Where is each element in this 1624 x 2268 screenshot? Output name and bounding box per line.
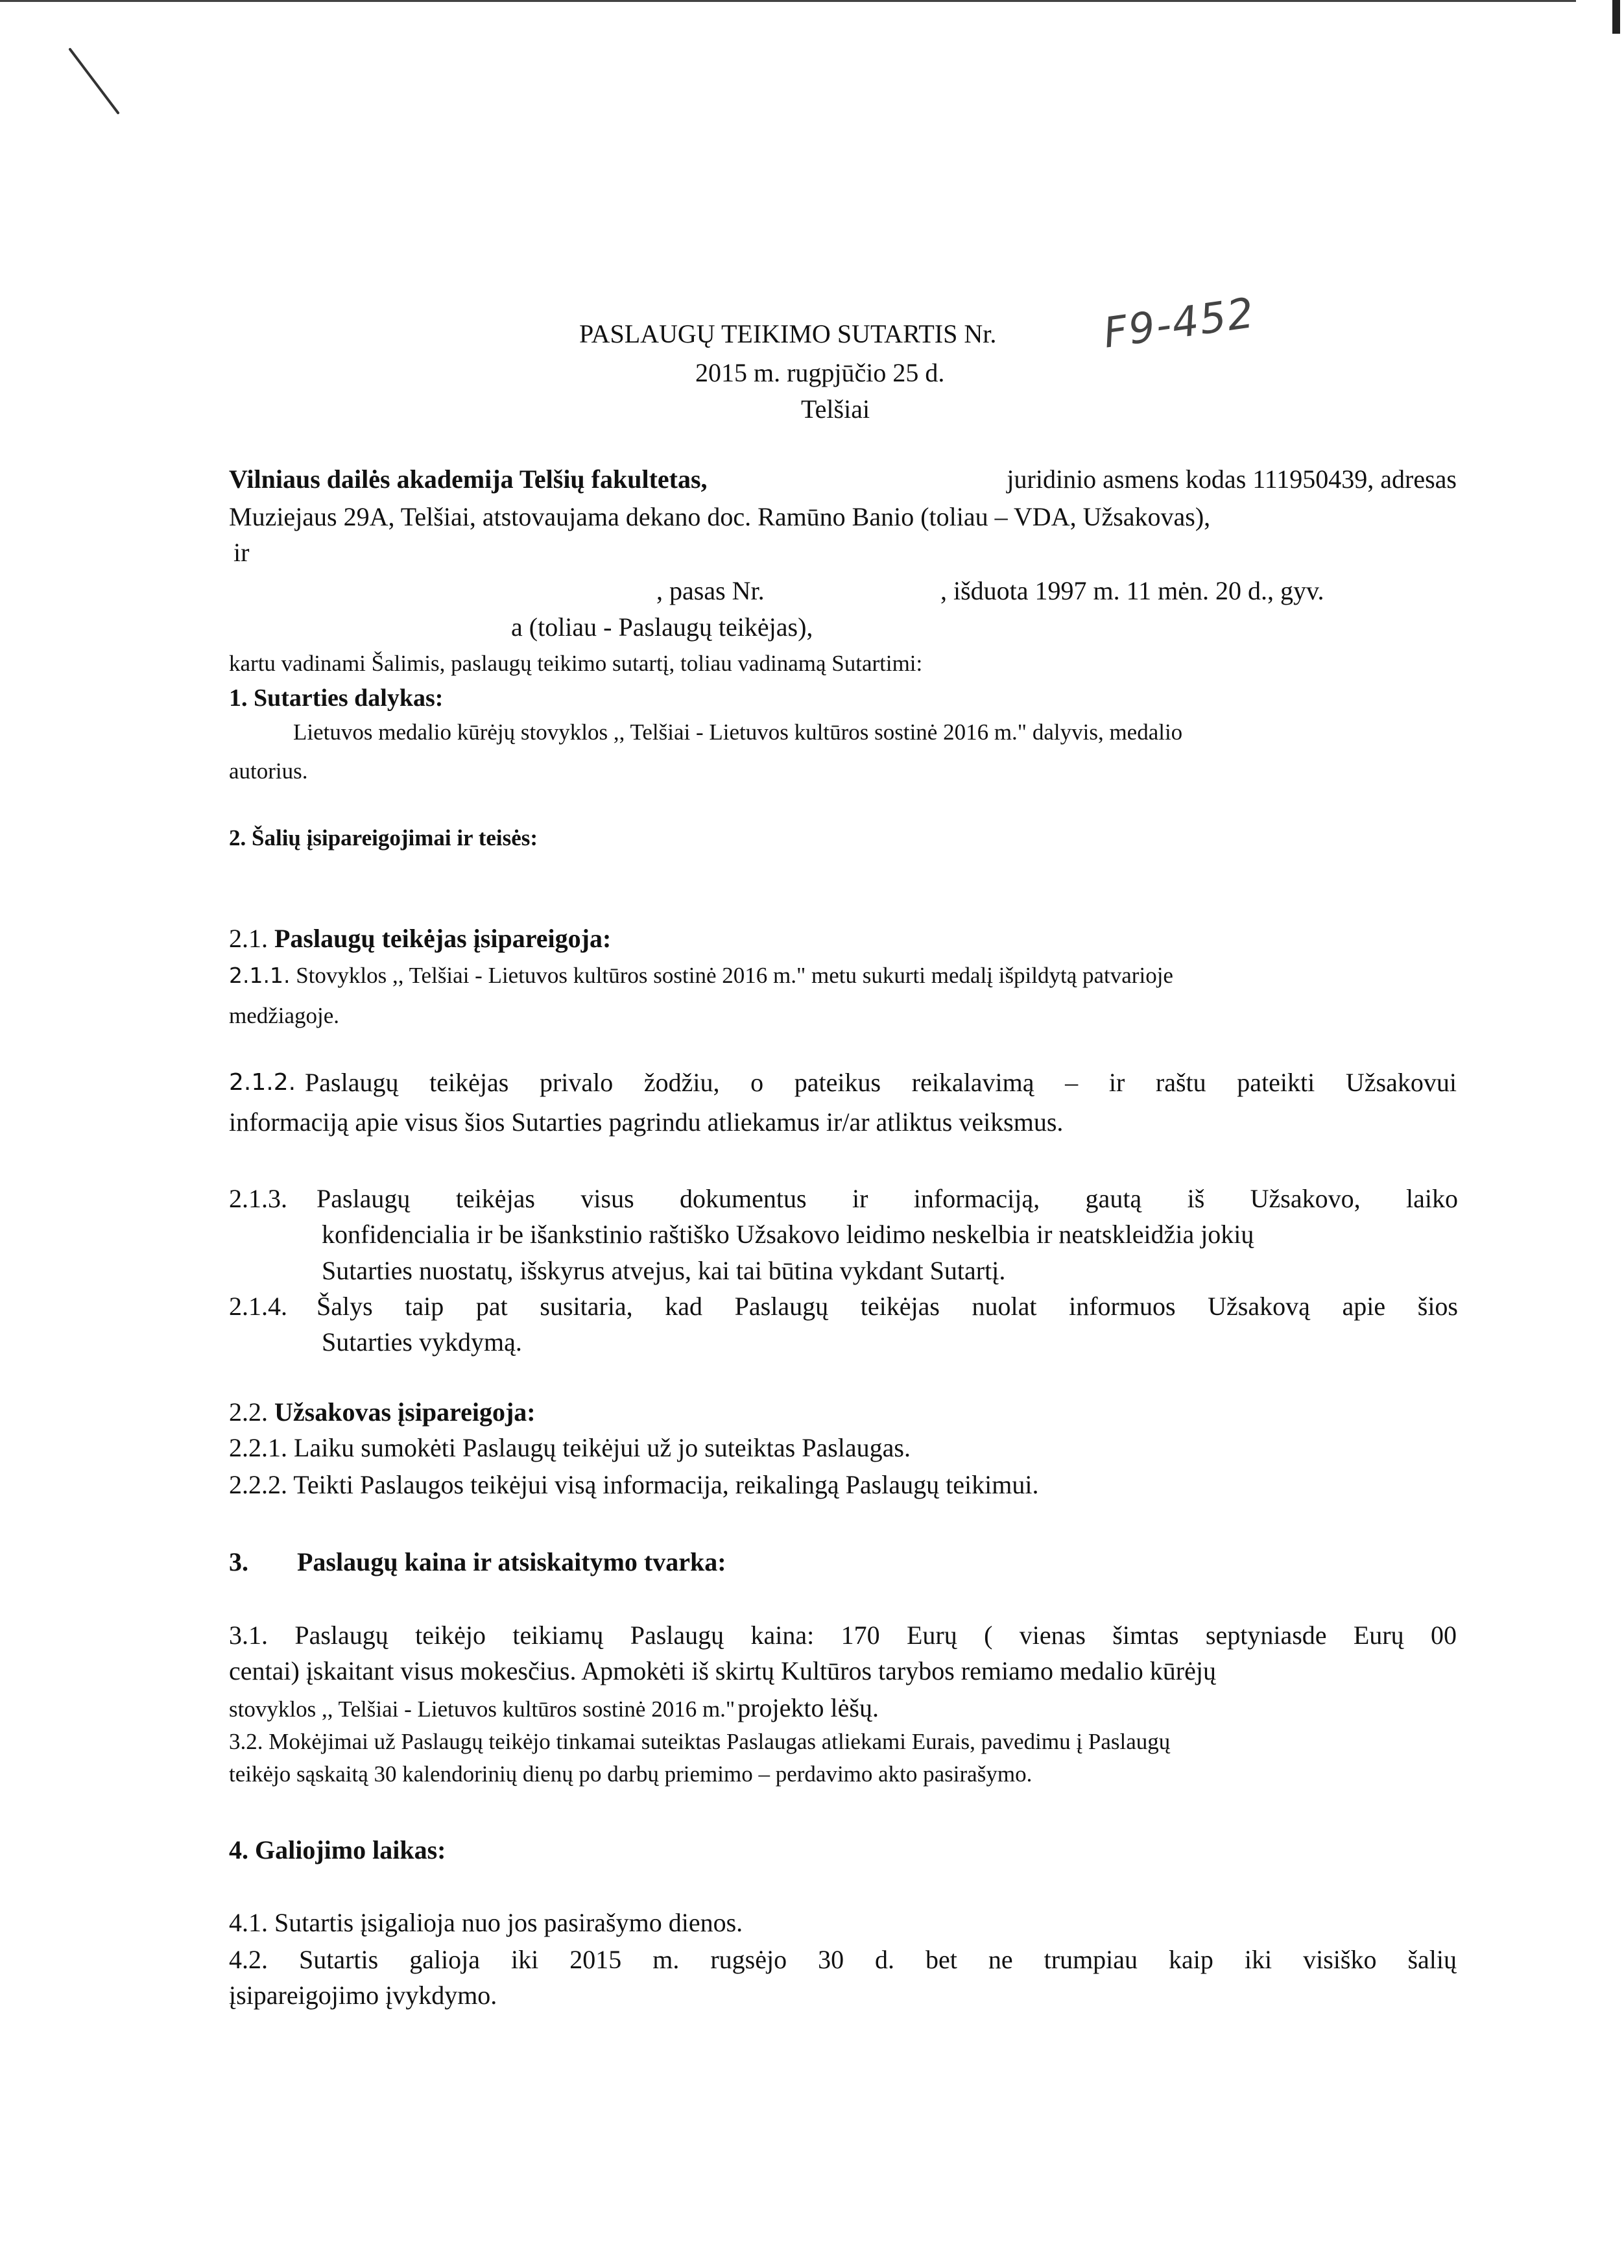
clause-3-1-line-2: centai) įskaitant visus mokesčius. Apmokėti iš skirtų Kultūros tarybos remiamo medalio kūrėjų	[229, 1656, 1216, 1685]
section-3-heading: Paslaugų kaina ir atsiskaitymo tvarka:	[297, 1547, 726, 1576]
scan-top-edge	[0, 0, 1576, 2]
document-title: PASLAUGŲ TEIKIMO SUTARTIS Nr.	[579, 319, 997, 348]
section-1-line-1: Lietuvos medalio kūrėjų stovyklos ,, Telšiai - Lietuvos kultūros sostinė 2016 m." dalyvis, medalio	[293, 719, 1183, 745]
section-1-heading: 1. Sutarties dalykas:	[229, 684, 444, 712]
clause-2-1-3-line-1: Paslaugų teikėjas visus dokumentus ir informaciją, gautą iš Užsakovo, laiko	[316, 1184, 1458, 1213]
clause-3-1-line-3	[229, 1693, 879, 1723]
subsection-2-2-heading: Užsakovas įsipareigoja:	[274, 1397, 536, 1427]
clause-2-1-4-line-2: Sutarties vykdymą.	[322, 1327, 522, 1357]
clause-4-2-line-2: įsipareigojimo įvykdymo.	[229, 1981, 497, 2010]
scan-right-edge	[1612, 0, 1620, 34]
clause-2-1-4-number: 2.1.4.	[229, 1292, 287, 1321]
clause-2-1-1-line-1	[229, 963, 1173, 989]
clause-4-1: 4.1. Sutartis įsigalioja nuo jos pasirašymo dienos.	[229, 1908, 743, 1937]
section-1-line-2: autorius.	[229, 758, 308, 784]
pen-stroke-mark	[65, 45, 130, 123]
parties-line-1	[229, 464, 1457, 494]
subsection-2-1-heading: Paslaugų teikėjas įsipareigoja:	[274, 924, 612, 953]
clause-2-2-2: 2.2.2. Teikti Paslaugos teikėjui visą informacija, reikalingą Paslaugų teikimui.	[229, 1470, 1039, 1499]
section-2-heading: 2. Šalių įsipareigojimai ir teisės:	[229, 825, 538, 850]
parties-and: ir	[233, 538, 250, 567]
parties-together: kartu vadinami Šalimis, paslaugų teikimo sutartį, toliau vadinamą Sutartimi:	[229, 651, 923, 676]
clause-2-1-2-line-1	[229, 1068, 1457, 1098]
organization-name: Vilniaus dailės akademija Telšių fakultetas,	[229, 464, 708, 494]
document-city: Telšiai	[801, 394, 870, 424]
parties-line-2: Muziejaus 29A, Telšiai, atstovaujama dekano doc. Ramūno Banio (toliau – VDA, Užsakovas),	[229, 502, 1211, 531]
clause-2-2-1: 2.2.1. Laiku sumokėti Paslaugų teikėjui už jo suteiktas Paslaugas.	[229, 1433, 911, 1462]
section-4-heading: 4. Galiojimo laikas:	[229, 1835, 446, 1864]
clause-3-1-project-name: stovyklos ,, Telšiai - Lietuvos kultūros sostinė 2016 m."	[229, 1696, 735, 1722]
section-3-number: 3.	[229, 1547, 248, 1576]
clause-2-1-2-line-2: informaciją apie visus šios Sutarties pagrindu atliekamus ir/ar atliktus veiksmus.	[229, 1107, 1064, 1137]
clause-2-1-3-number: 2.1.3.	[229, 1184, 287, 1213]
subsection-2-2	[229, 1397, 536, 1427]
clause-2-1-1-text: Stovyklos ,, Telšiai - Lietuvos kultūros sostinė 2016 m." metu sukurti medalį išpildytą patvarioje	[296, 963, 1173, 988]
subsection-2-1-number: 2.1.	[229, 924, 268, 953]
handwritten-contract-number: F9-452	[1100, 289, 1258, 358]
clause-3-2-line-1: 3.2. Mokėjimai už Paslaugų teikėjo tinkamai suteiktas Paslaugas atliekami Eurais, pavedimu į Paslaugų	[229, 1729, 1171, 1754]
clause-2-1-3-line-3: Sutarties nuostatų, išskyrus atvejus, kai tai būtina vykdant Sutartį.	[322, 1256, 1006, 1285]
passport-label: , pasas Nr.	[656, 576, 765, 605]
clause-2-1-4-line-1: Šalys taip pat susitaria, kad Paslaugų teikėjas nuolat informuos Užsakovą apie šios	[316, 1292, 1458, 1321]
passport-issued: , išduota 1997 m. 11 mėn. 20 d., gyv.	[940, 576, 1324, 605]
clause-2-1-2-text: Paslaugų teikėjas privalo žodžiu, o pateikus reikalavimą – ir raštu pateikti Užsakovui	[305, 1068, 1457, 1097]
provider-label: a (toliau - Paslaugų teikėjas),	[511, 612, 813, 642]
clause-2-1-2-number: 2.1.2.	[229, 1069, 296, 1096]
clause-2-1-3-line-2: konfidencialia ir be išankstinio raštiško Užsakovo leidimo neskelbia ir neatskleidžia jokių	[322, 1220, 1254, 1249]
clause-3-1-project-funds: projekto lėšų.	[737, 1693, 879, 1722]
clause-2-1-1-line-2: medžiagoje.	[229, 1003, 340, 1028]
subsection-2-1	[229, 924, 611, 954]
subsection-2-2-number: 2.2.	[229, 1397, 268, 1427]
clause-3-1-line-1: 3.1. Paslaugų teikėjo teikiamų Paslaugų kaina: 170 Eurų ( vienas šimtas septyniasde Eurų 00	[229, 1621, 1457, 1650]
document-date: 2015 m. rugpjūčio 25 d.	[695, 358, 945, 387]
clause-3-2-line-2: teikėjo sąskaitą 30 kalendorinių dienų po darbų priemimo – perdavimo akto pasirašymo.	[229, 1761, 1033, 1787]
clause-4-2-line-1: 4.2. Sutartis galioja iki 2015 m. rugsėjo 30 d. bet ne trumpiau kaip iki visiško šalių	[229, 1945, 1457, 1974]
organization-code-address: juridinio asmens kodas 111950439, adresas	[1007, 464, 1457, 494]
clause-2-1-1-number: 2.1.1.	[229, 963, 291, 988]
